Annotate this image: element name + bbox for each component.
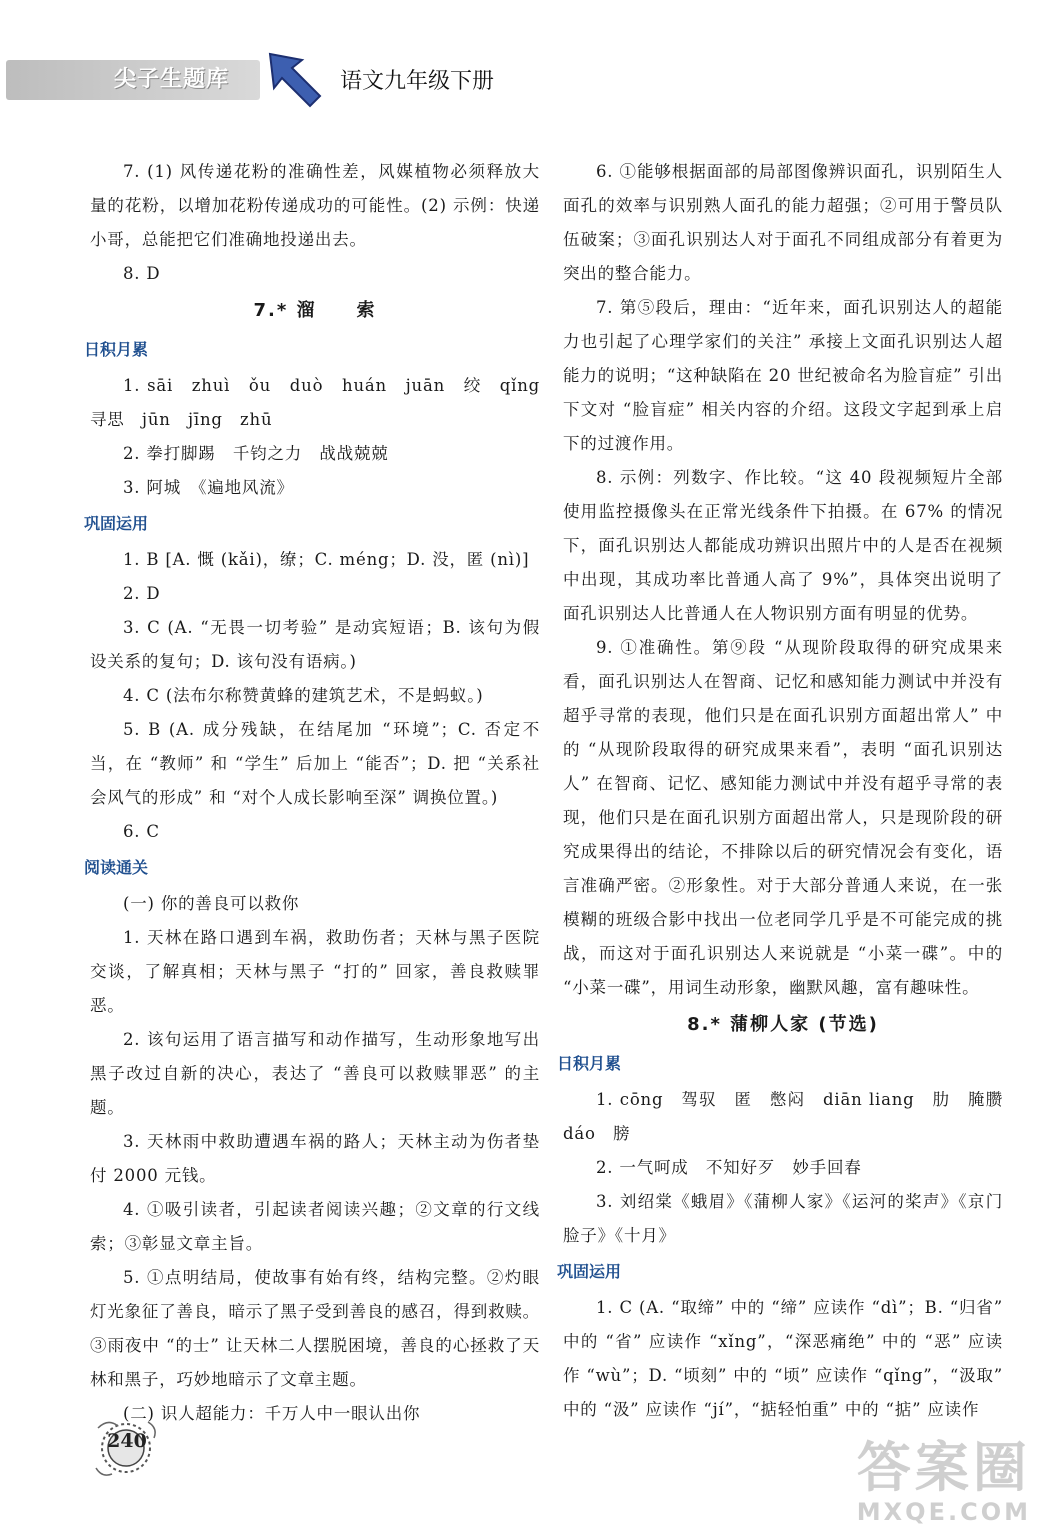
watermark	[857, 1438, 1031, 1526]
lesson-title: 8.* 蒲柳人家 (节选)	[687, 1014, 879, 1035]
answer-paragraph: 1. C (A. “取缔” 中的 “缔” 应读作 “dì”；B. “归省” 中的 “省” 应读作 “xǐng”，“深恶痛绝” 中的 “恶” 应读作 “wù”；D. “顷刻” 中的 “顷” 应读作 “qǐng”，“汲取” 中的 “汲” 应读作 “jí”，“掂轻怕重” 中的 “掂” 应读作	[563, 1298, 1003, 1419]
series-brand-label: 尖子生题库	[114, 67, 230, 92]
answer-paragraph: 1. cōng 驾驭 匿 憋闷 diān liang 肋 腌臜 dáo 膀	[563, 1090, 1021, 1143]
answer-paragraph: 5. B (A. 成分残缺，在结尾加 “环境”；C. 否定不当，在 “教师” 和 “学生” 后加上 “能否”；D. 把 “关系社会风气的形成” 和 “对个人成长影响至深” 调换位置。)	[90, 720, 540, 807]
answer-paragraph: 7. 第⑤段后，理由：“近年来，面孔识别达人的超能力也引起了心理学家们的关注” 承接上文面孔识别达人超能力的说明；“这种缺陷在 20 世纪被命名为脸盲症” 引出下文对 “脸盲症” 相关内容的介绍。这段文字起到承上启下的过渡作用。	[563, 298, 1003, 453]
answer-paragraph: 8. 示例：列数字、作比较。“这 40 段视频短片全部使用监控摄像头在正常光线条件下拍摄。在 67% 的情况下，面孔识别达人都能成功辨识出照片中的人是否在视频中出现，其成功率比普通人高了 9%”，具体突出说明了面孔识别达人比普通人在人物识别方面有明显的优势。	[563, 468, 1003, 623]
lesson-title: 7.* 溜 索	[253, 300, 377, 321]
answer-paragraph: 4. C (法布尔称赞黄蜂的建筑艺术，不是蚂蚁。)	[123, 686, 484, 705]
answer-paragraph: 6. ①能够根据面部的局部图像辨识面孔，识别陌生人面孔的效率与识别熟人面孔的能力超强；②可用于警员队伍破案；③面孔识别达人对于面孔不同组成部分有着更为突出的整合能力。	[563, 162, 1003, 283]
answer-paragraph: (一) 你的善良可以救你	[123, 894, 300, 913]
answer-paragraph: 1. sāi zhuì ǒu duò huán juān 绞 qǐng 寻思 jūn jīng zhū	[90, 376, 558, 429]
answer-paragraph: 2. 一气呵成 不知好歹 妙手回春	[596, 1158, 862, 1177]
section-heading: 日积月累	[84, 340, 149, 359]
answer-paragraph: 8. D	[123, 264, 161, 283]
page-header	[0, 0, 1049, 130]
section-heading: 巩固运用	[557, 1262, 622, 1281]
answer-paragraph: 3. C (A. “无畏一切考验” 是动宾短语；B. 该句为假设关系的复句；D. 该句没有语病。)	[90, 618, 540, 671]
answer-paragraph: 7. (1) 风传递花粉的准确性差，风媒植物必须释放大量的花粉，以增加花粉传递成功的可能性。(2) 示例：快递小哥，总能把它们准确地投递出去。	[90, 162, 540, 249]
left-column	[84, 155, 558, 1431]
answer-paragraph: 6. C	[123, 822, 160, 841]
answer-paragraph: 2. 该句运用了语言描写和动作描写，生动形象地写出黑子改过自新的决心，表达了 “善良可以救赎罪恶” 的主题。	[90, 1030, 540, 1117]
series-brand-banner	[6, 60, 260, 100]
section-heading: 日积月累	[557, 1054, 622, 1073]
answer-paragraph: 3. 阿城 《遍地风流》	[123, 478, 294, 497]
answer-paragraph: 9. ①准确性。第⑨段 “从现阶段取得的研究成果来看，面孔识别达人在智商、记忆和感知能力测试中并没有超乎寻常的表现，他们只是在面孔识别方面超出常人” 中的 “从现阶段取得的研究成果来看”，表明 “面孔识别达人” 在智商、记忆、感知能力测试中并没有超乎寻常的表现，他们只是在面孔识别方面超出常人，只是现阶段的研究成果得出的结论，不排除以后的研究情况会有变化，语言准确严密。②形象性。对于大部分普通人来说，在一张模糊的班级合影中找出一位老同学几乎是不可能完成的挑战，而这对于面孔识别达人来说就是 “小菜一碟”。中的 “小菜一碟”，用词生动形象，幽默风趣，富有趣味性。	[563, 638, 1003, 997]
answer-paragraph: 5. ①点明结局，使故事有始有终，结构完整。②灼眼灯光象征了善良，暗示了黑子受到善良的感召，得到救赎。③雨夜中 “的士” 让天林二人摆脱困境，善良的心拯救了天林和黑子，巧妙地暗示了文章主题。	[90, 1268, 540, 1389]
answer-paragraph: 1. 天林在路口遇到车祸，救助伤者；天林与黑子医院交谈，了解真相；天林与黑子 “打的” 回家，善良救赎罪恶。	[90, 928, 540, 1015]
answer-paragraph: 4. ①吸引读者，引起读者阅读兴趣；②文章的行文线索；③彰显文章主旨。	[90, 1200, 540, 1253]
section-heading: 巩固运用	[84, 514, 149, 533]
book-subject-title: 语文九年级下册	[340, 69, 495, 94]
watermark-logo-text: 答案圈	[856, 1436, 1031, 1499]
answer-paragraph: 1. B [A. 慨 (kǎi)，缭；C. méng；D. 没，匿 (nì)]	[123, 550, 530, 569]
answer-paragraph: 2. 拳打脚踢 千钧之力 战战兢兢	[123, 444, 389, 463]
page-number: 240	[107, 1430, 147, 1452]
section-heading: 阅读通关	[84, 858, 149, 877]
answer-paragraph: 3. 天林雨中救助遭遇车祸的路人；天林主动为伤者垫付 2000 元钱。	[90, 1132, 540, 1185]
answer-paragraph: 3. 刘绍棠《蛾眉》《蒲柳人家》《运河的桨声》《京门脸子》《十月》	[563, 1192, 1003, 1245]
answer-paragraph: 2. D	[123, 584, 161, 603]
right-column	[557, 155, 1021, 1427]
arrow-icon	[262, 50, 326, 110]
answer-paragraph: (二) 识人超能力：千万人中一眼认出你	[123, 1404, 421, 1423]
watermark-url: MXQE.COM	[856, 1498, 1031, 1526]
